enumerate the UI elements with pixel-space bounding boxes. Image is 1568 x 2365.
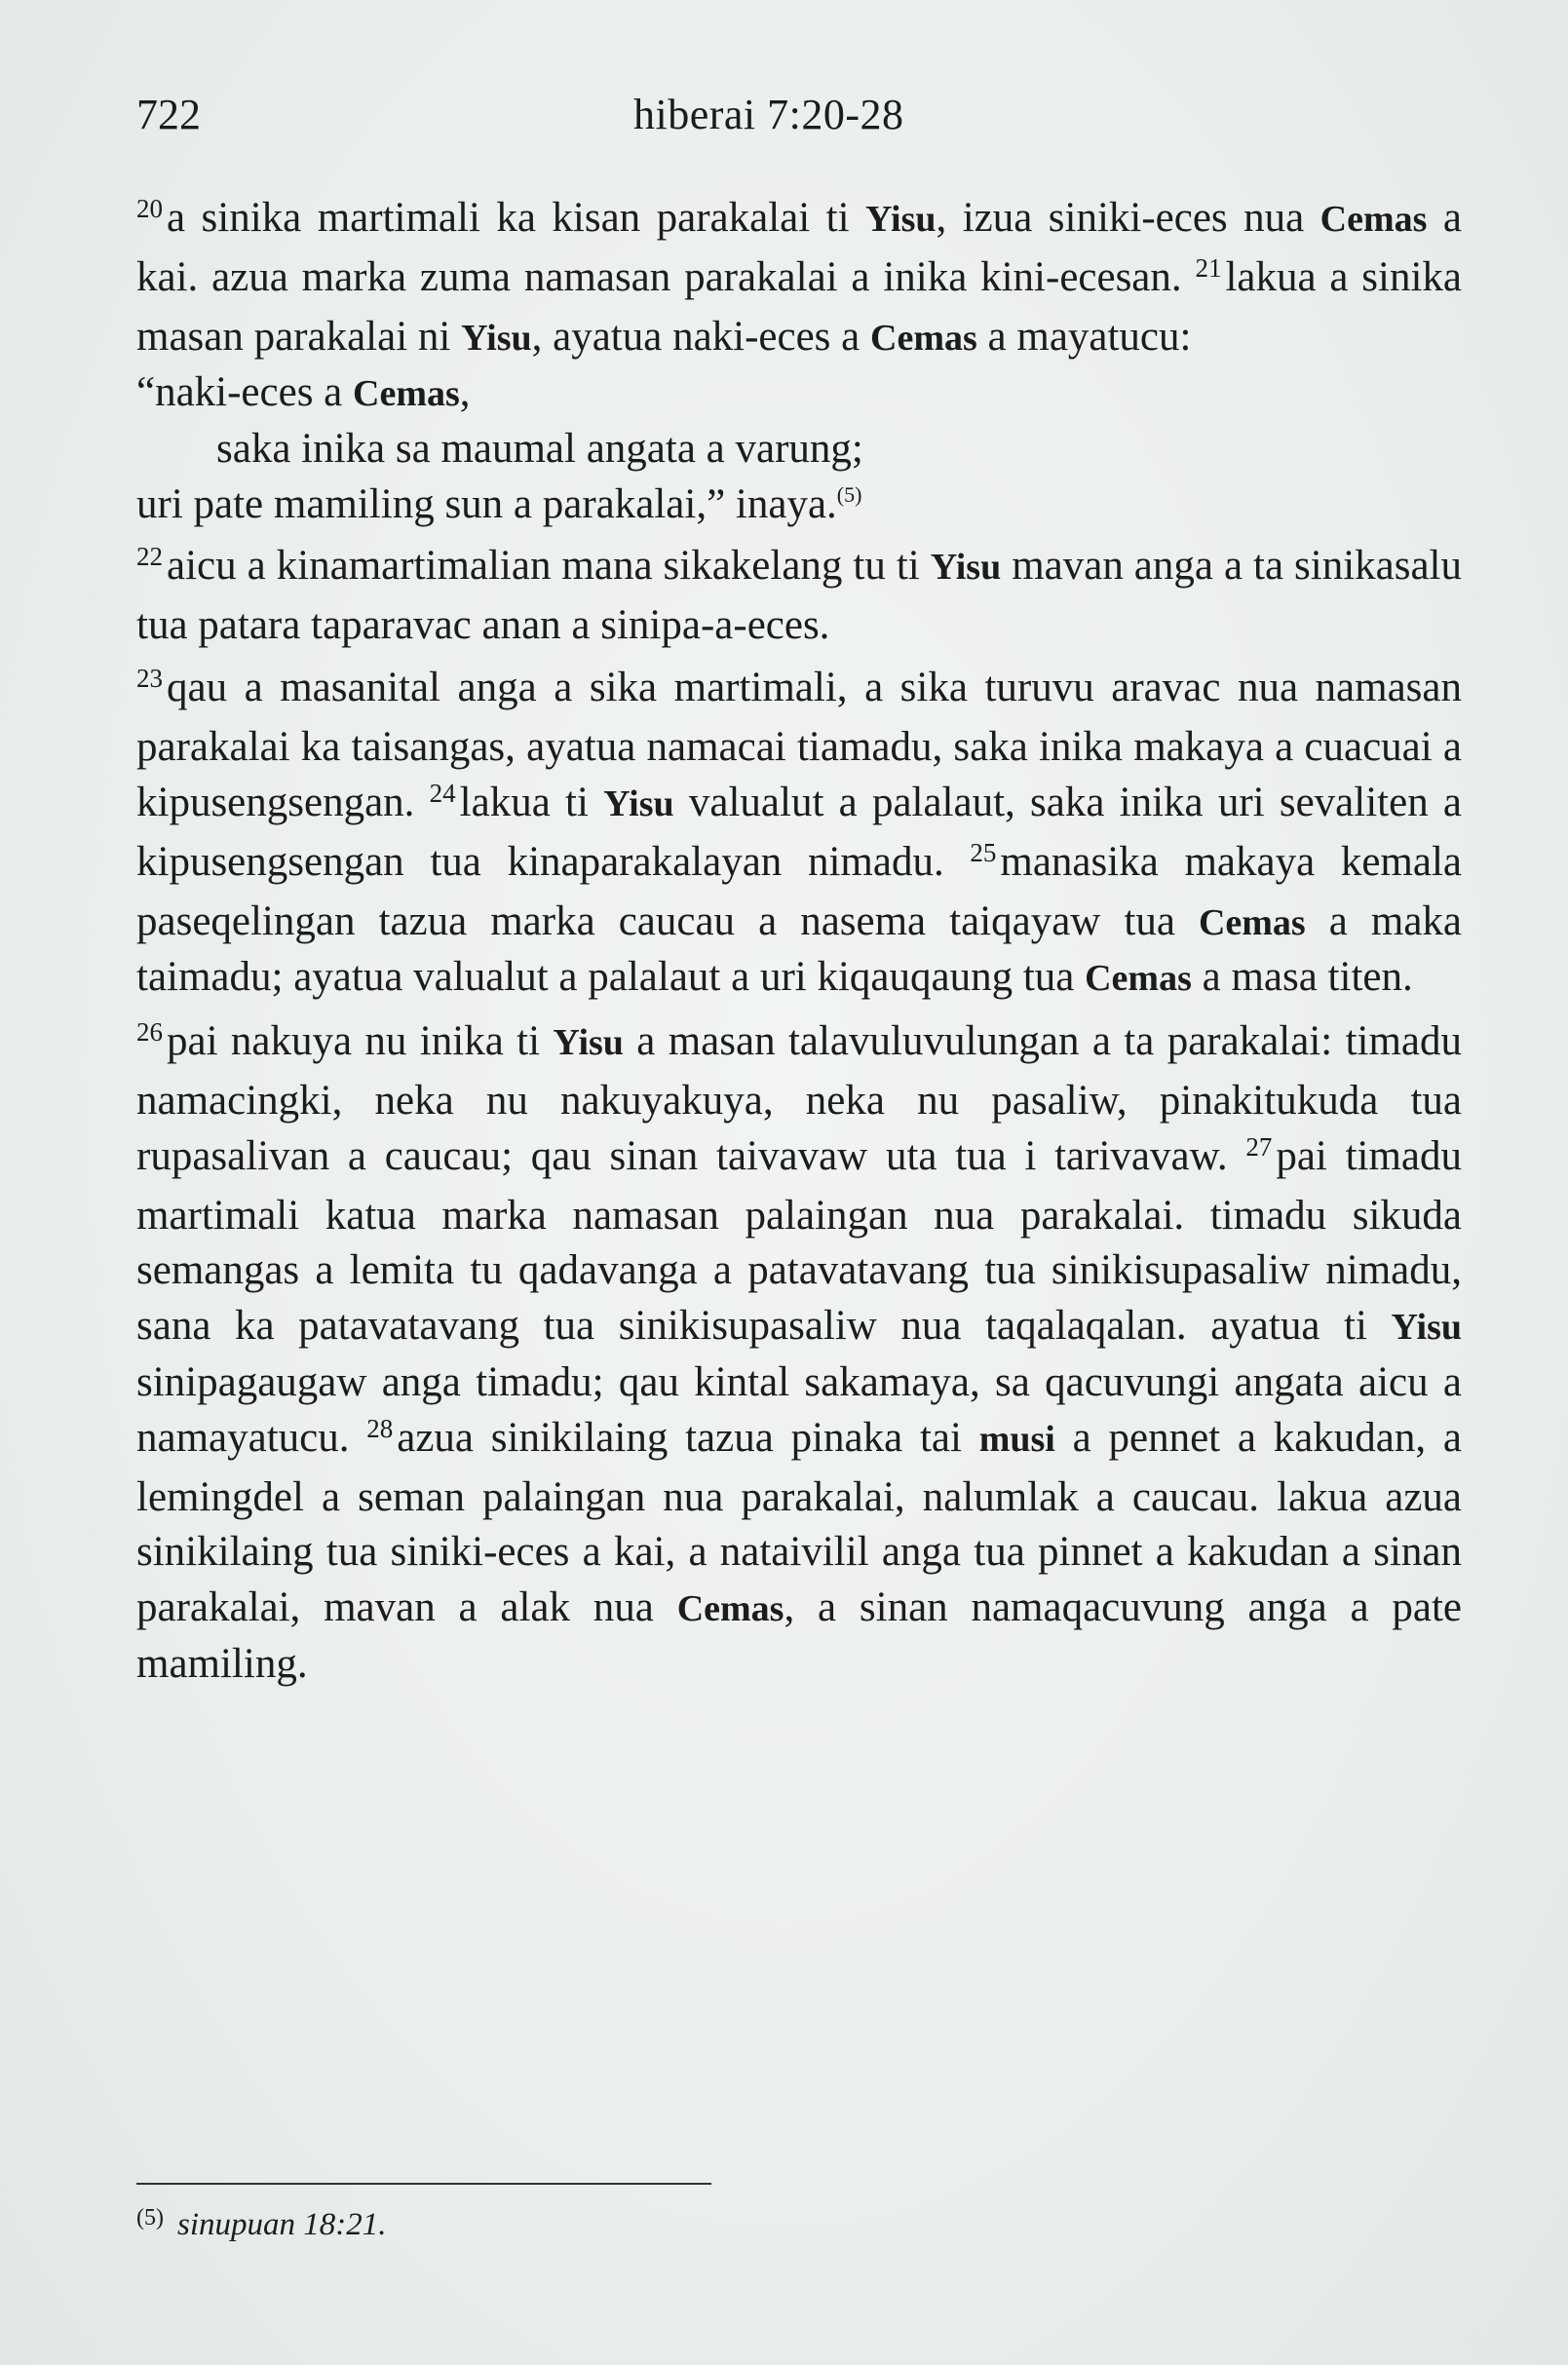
footnote bbox=[136, 2207, 386, 2243]
name-cemas: Cemas bbox=[676, 1588, 784, 1630]
paragraph-22 bbox=[136, 539, 1462, 654]
quotation-poem bbox=[136, 365, 1462, 538]
verse-text: a mayatucu: bbox=[976, 313, 1192, 360]
verse-text: a kai. azua marka zuma namasan parakalai a inika kini-ecesan. bbox=[136, 195, 1462, 300]
verse-text: aicu a kinamartimalian mana sikakelang tu ti bbox=[167, 542, 931, 589]
paragraph-26-28 bbox=[136, 1014, 1462, 1693]
verse-text: , izua siniki-eces nua bbox=[936, 195, 1320, 241]
verse-text: , a sinan namaqacuvung anga a pate mamiling. bbox=[136, 1584, 1463, 1687]
running-head: hiberai 7:20-28 bbox=[633, 91, 904, 138]
verse-text: lakua ti bbox=[459, 779, 604, 825]
footnote-mark: (5) bbox=[136, 2205, 164, 2231]
footnote-text: sinupuan 18:21. bbox=[176, 2207, 387, 2242]
name-cemas: Cemas bbox=[353, 373, 460, 415]
verse-number-20: 20 bbox=[136, 194, 163, 223]
verse-text: valualut a palalaut, saka inika uri sevaliten a kipusengsengan tua kinaparakalayan nimadu. bbox=[136, 779, 1463, 885]
verse-text: pai nakuya nu inika ti bbox=[167, 1018, 554, 1065]
name-musi: musi bbox=[978, 1418, 1055, 1460]
verse-text: , ayatua naki-eces a bbox=[531, 313, 871, 360]
footnote-reference: (5) bbox=[836, 481, 862, 507]
verse-text: lakua a sinika masan parakalai ni bbox=[136, 253, 1462, 360]
verse-number-28: 28 bbox=[366, 1413, 394, 1443]
name-yisu: Yisu bbox=[461, 317, 532, 359]
name-yisu: Yisu bbox=[1391, 1307, 1462, 1349]
verse-text: qau a masanital anga a sika martimali, a sika turuvu aravac nua namasan parakalai ka taisangas, ayatua namacai tiamadu, saka inika makaya a cuacuai a kipusengsengan. bbox=[136, 665, 1462, 825]
poem-text: , bbox=[459, 369, 471, 416]
poem-line-3 bbox=[136, 477, 1462, 539]
verse-number-24: 24 bbox=[429, 778, 456, 808]
name-yisu: Yisu bbox=[553, 1022, 624, 1064]
verse-number-22: 22 bbox=[136, 541, 163, 571]
name-cemas: Cemas bbox=[1085, 958, 1192, 1000]
name-yisu: Yisu bbox=[864, 199, 937, 240]
poem-text: “naki-eces a bbox=[136, 369, 354, 416]
verse-number-27: 27 bbox=[1245, 1131, 1273, 1162]
name-cemas: Cemas bbox=[870, 317, 977, 359]
verse-text: sinipagaugaw anga timadu; qau kintal sakamaya, sa qacuvungi angata aicu a namayatucu. bbox=[136, 1358, 1462, 1461]
name-cemas: Cemas bbox=[1319, 199, 1428, 240]
verse-text: mavan anga a ta sinikasalu tua patara taparavac anan a sinipa-a-eces. bbox=[136, 542, 1462, 648]
footnote-divider bbox=[136, 2183, 711, 2185]
verse-text: a masa titen. bbox=[1191, 954, 1413, 1001]
verse-text: a pennet a kakudan, a lemingdel a seman palaingan nua parakalai, nalumlak a caucau. lakua azua sinikilaing tua siniki-eces a kai, a nataivilil anga tua pinnet a kakudan a sinan parakalai, mavan a alak nua bbox=[136, 1414, 1462, 1631]
verse-number-23: 23 bbox=[136, 664, 163, 694]
poem-line-1 bbox=[136, 365, 1462, 422]
poem-text: uri pate mamiling sun a parakalai,” inaya. bbox=[136, 480, 837, 527]
verse-number-26: 26 bbox=[136, 1017, 163, 1048]
verse-text: pai timadu martimali katua marka namasan palaingan nua parakalai. timadu sikuda semangas a lemita tu qadavanga a patavatavang tua sinikisupasaliw nimadu, sana ka patavatavang tua sinikisupasaliw nua taqalaqalan. ayatua ti bbox=[136, 1132, 1462, 1350]
verse-text: a maka taimadu; ayatua valualut a palalaut a uri kiqauqaung tua bbox=[136, 897, 1462, 1001]
verse-text: a masan talavuluvulungan a ta parakalai: timadu namacingki, neka nu nakuyakuya, neka nu pasaliw, pinakitukuda tua rupasalivan a caucau; qau sinan taivavaw uta tua i tarivavaw. bbox=[136, 1018, 1462, 1179]
paragraph-23-25 bbox=[136, 661, 1462, 1007]
name-yisu: Yisu bbox=[603, 782, 674, 824]
verse-text: manasika makaya kemala paseqelingan tazua marka caucau a nasema taiqayaw tua bbox=[136, 838, 1462, 944]
page-number: 722 bbox=[136, 91, 201, 138]
name-cemas: Cemas bbox=[1198, 901, 1306, 943]
verse-number-21: 21 bbox=[1195, 252, 1222, 283]
verse-text: azua sinikilaing tazua pinaka tai bbox=[397, 1414, 979, 1461]
verse-number-25: 25 bbox=[970, 837, 997, 867]
verse-text: a sinika martimali ka kisan parakalai ti bbox=[167, 195, 865, 241]
page-header bbox=[136, 90, 1462, 148]
name-yisu: Yisu bbox=[930, 546, 1002, 588]
poem-line-2: saka inika sa maumal angata a varung; bbox=[216, 426, 863, 473]
text-body bbox=[136, 191, 1462, 1693]
paragraph-20-21 bbox=[136, 191, 1462, 365]
